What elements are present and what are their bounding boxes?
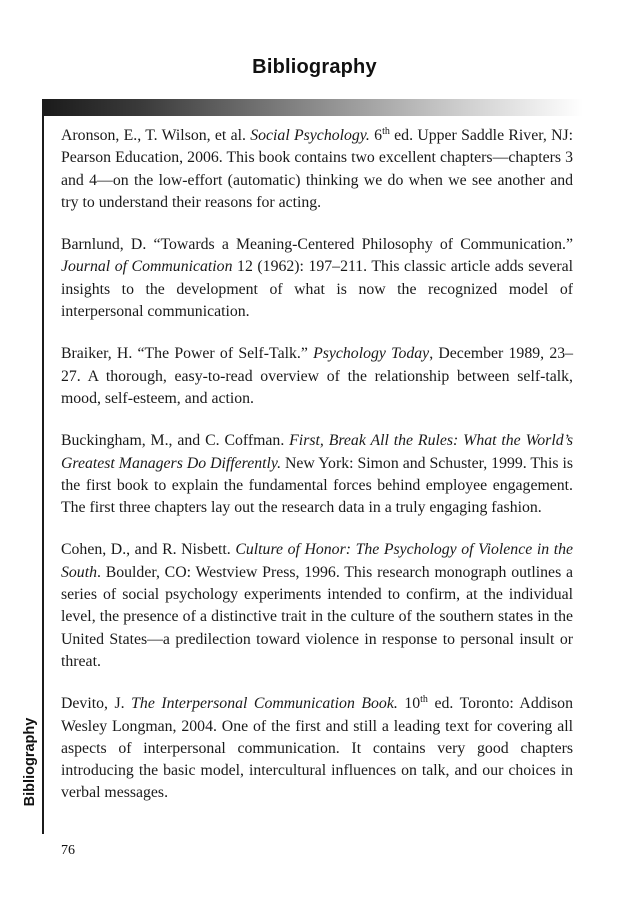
entry-text: . Boulder, CO: Westview Press, 1996. This research monograph outlines a series of social psychology experiments intended to confirm, at the individual level, the presence of a distinctive trait in the culture of the southern states in the United States—a predilection toward violence in response to personal insult or threat. (61, 563, 573, 670)
entry-text: Braiker, H. “The Power of Self-Talk.” (61, 345, 314, 363)
entry-title: Social Psychology. (250, 127, 370, 144)
bibliography-entry (61, 125, 573, 214)
entry-text: Aronson, E., T. Wilson, et al. (61, 127, 251, 144)
entry-text: ed. Upper Saddle River, NJ: Pearson Education, 2006. This book contains two excellent chapters—chapters 3 and 4—on the low-effort (automatic) thinking we do when we see another and try to understand their reasons for acting. (61, 127, 574, 211)
entry-text: Buckingham, M., and C. Coffman. (61, 432, 290, 450)
bibliography-entry (61, 234, 573, 323)
left-margin-rule (42, 99, 44, 834)
entry-text: Devito, J. (61, 695, 132, 713)
entry-text: 6 (369, 127, 383, 144)
entry-text: Barnlund, D. “Towards a Meaning-Centered Philosophy of Communication.” (61, 236, 573, 254)
entry-text: 12 (1962): 197–211. This classic article adds several insights to the development of what is now the recognized model of interpersonal communication. (61, 258, 573, 321)
entry-superscript: th (420, 694, 428, 706)
entry-title: The Interpersonal Communication Book. (131, 695, 398, 713)
entry-text: 10 (397, 695, 421, 713)
bibliography-entry (61, 343, 573, 410)
header-gradient-bar (43, 99, 583, 116)
entry-superscript: th (382, 126, 390, 137)
bibliography-list (61, 125, 573, 825)
side-section-label: Bibliography (22, 717, 38, 807)
page-number: 76 (61, 843, 75, 858)
entry-text: ed. Toronto: Addison Wesley Longman, 2004. One of the first and still a leading text for covering all aspects of interpersonal communication. It contains very good chapters introducing the basic model, intercultural influences on talk, and our choices in verbal messages. (61, 695, 573, 802)
bibliography-entry (61, 430, 573, 519)
bibliography-entry (61, 539, 573, 673)
bibliography-entry (61, 693, 573, 804)
entry-text: New York: Simon and Schuster, 1999. This is the first book to explain the fundamental forces behind employee engagement. The first three chapters lay out the research data in a truly engaging fashion. (61, 454, 573, 517)
entry-title: Culture of Honor: The Psychology of Violence in the South (61, 541, 573, 581)
entry-text: , December 1989, 23–27. A thorough, easy-to-read overview of the relationship between self-talk, mood, self-esteem, and action. (61, 345, 574, 407)
entry-title: Journal of Communication (61, 258, 233, 276)
entry-text: Cohen, D., and R. Nisbett. (61, 541, 236, 559)
entry-title: First, Break All the Rules: What the World’s Greatest Managers Do Differently. (61, 432, 573, 472)
page-title: Bibliography (252, 56, 377, 78)
entry-title: Psychology Today (313, 345, 430, 363)
